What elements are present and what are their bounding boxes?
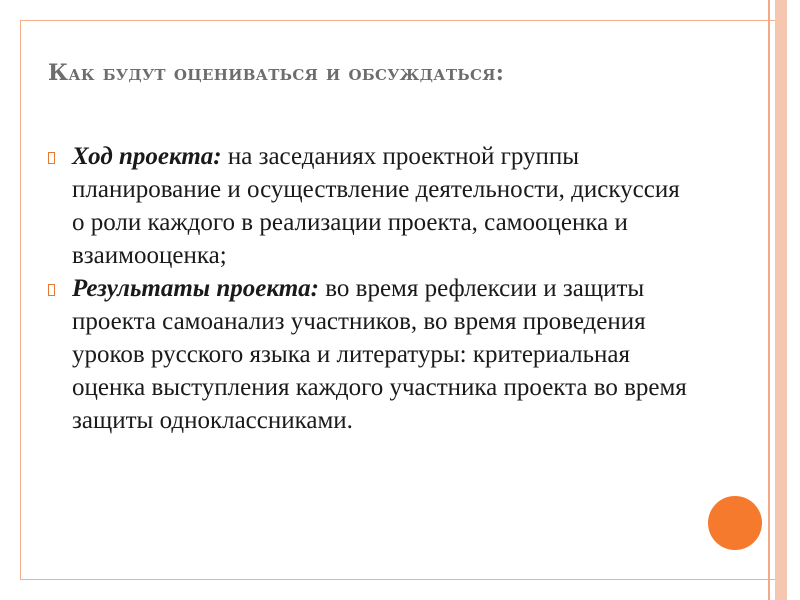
bullet-lead: Ход проекта: (72, 143, 222, 170)
right-decorative-stripe (775, 0, 787, 600)
bullet-text: на заседаниях проектной группы планирование и осуществление деятельности, дискуссия о роли каждого в реализации проекта, самооценка и взаимооценка; (72, 143, 680, 269)
bullet-item-project-progress (48, 140, 688, 272)
orange-circle-decoration (708, 496, 762, 550)
slide-title: Как будут оцениваться и обсуждаться: (48, 60, 505, 86)
slide-content (48, 140, 688, 437)
bullet-icon (48, 284, 55, 296)
bullet-item-project-results (48, 272, 688, 437)
bullet-icon (48, 152, 55, 164)
bullet-lead: Результаты проекта: (72, 275, 319, 302)
bullet-text: во время рефлексии и защиты проекта самоанализ участников, во время проведения уроков русского языка и литературы: критериальная оценка выступления каждого участника проекта во время защиты одноклассниками. (72, 275, 687, 434)
right-decorative-line (768, 0, 770, 600)
